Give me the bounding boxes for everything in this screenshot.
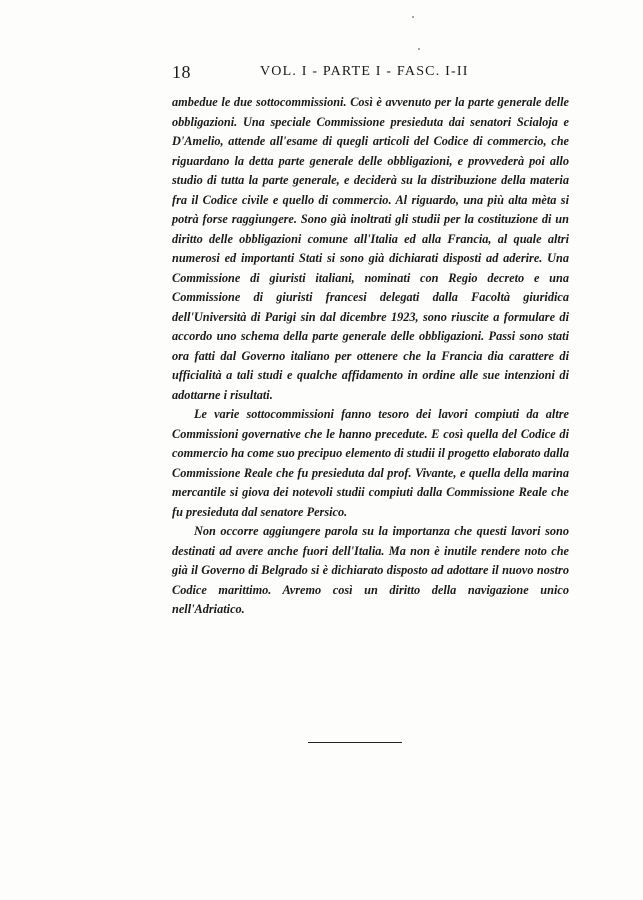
body-text — [172, 93, 569, 620]
paragraph-3: Non occorre aggiungere parola su la importanza che questi lavori sono destinati ad avere anche fuori dell'Italia. Ma non è inutile rendere noto che già il Governo di Belgrado si è dichiarato disposto ad adottare il nuovo nostro Codice marittimo. Avremo così un diritto della navigazione unico nell'Adriatico. — [172, 524, 569, 616]
closing-rule — [308, 742, 402, 743]
page-header — [172, 62, 576, 84]
page-number: 18 — [172, 62, 191, 82]
paper-speck — [412, 16, 414, 18]
paragraph-2: Le varie sottocommissioni fanno tesoro dei lavori compiuti da altre Commissioni governative che le hanno precedute. E così quella del Codice di commercio ha come suo precipuo elemento di studii il progetto elaborato dalla Commissione Reale che fu presieduta dal prof. Vivante, e quella della marina mercantile si giova dei notevoli studii compiuti dalla Commissione Reale che fu presieduta dal senatore Persico. — [172, 407, 569, 519]
paragraph-1: ambedue le due sottocommissioni. Così è avvenuto per la parte generale delle obbligazioni. Una speciale Commissione presieduta dai senatori Scialoja e D'Amelio, attende all'esame di quegli articoli del Codice di commercio, che riguardano la detta parte generale delle obbligazioni, e provvederà poi allo studio di tutta la parte generale, e deciderà su la distribuzione della materia fra il Codice civile e quello di commercio. Al riguardo, una più alta mèta si potrà forse raggiungere. Sono già inoltrati gli studii per la costituzione di un diritto delle obbligazioni comune all'Italia ed alla Francia, al quale altri numerosi ed importanti Stati si sono già dichiarati disposti ad aderire. Una Commissione di giuristi italiani, nominati con Regio decreto e una Commissione di giuristi francesi delegati dalla Facoltà giuridica dell'Università di Parigi sin dal dicembre 1923, sono riuscite a formulare di accordo uno schema della parte generale delle obbligazioni. Passi sono stati ora fatti dal Governo italiano per ottenere che la Francia dia carattere di ufficialità a tali studi e qualche affidamento in ordine alle sue intenzioni di adottarne i risultati. — [172, 95, 569, 402]
running-head: VOL. I - PARTE I - FASC. I-II — [260, 64, 469, 79]
paper-speck — [418, 48, 420, 50]
